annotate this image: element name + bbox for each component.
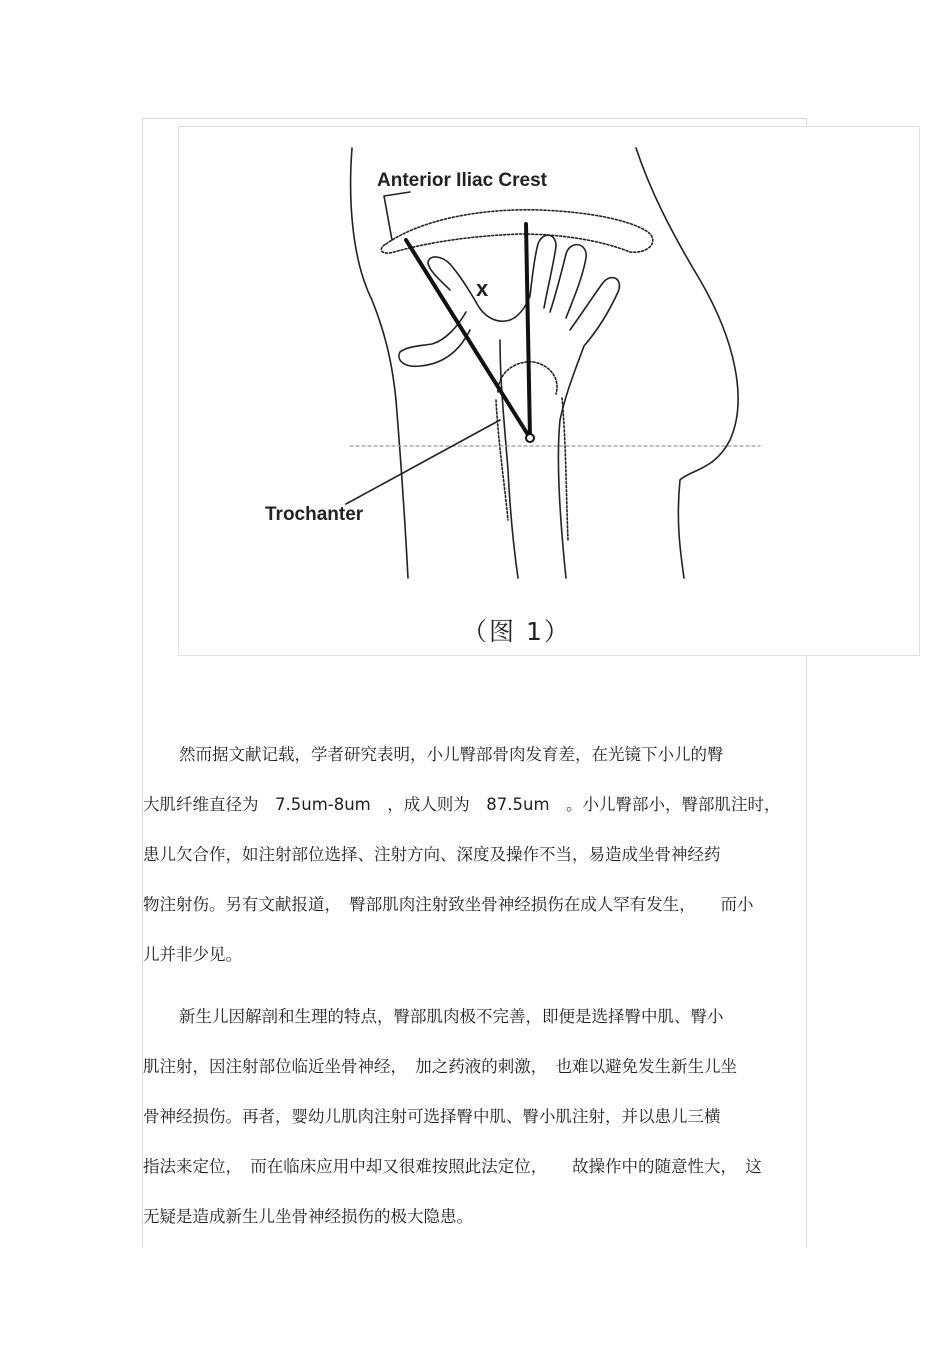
anatomy-illustration bbox=[0, 0, 950, 660]
index-finger bbox=[428, 257, 476, 302]
trochanter-leader-line bbox=[346, 420, 500, 504]
forearm-dotted bbox=[496, 400, 508, 520]
paragraph-2-line: 骨神经损伤。再者，婴幼儿肌肉注射可选择臀中肌、臀小肌注射，并以患儿三横 bbox=[143, 1107, 721, 1126]
label-injection-site-x: x bbox=[476, 276, 489, 301]
middle-finger bbox=[530, 235, 556, 308]
crest-leader-line bbox=[384, 192, 410, 240]
palm-right-edge bbox=[558, 346, 584, 578]
paragraph-2-line: 指法来定位， 而在临床应用中却又很难按照此法定位， 故操作中的随意性大， 这 bbox=[143, 1157, 762, 1176]
injection-point bbox=[526, 434, 534, 442]
forearm-dotted-right bbox=[562, 398, 568, 540]
iliac-crest bbox=[381, 210, 653, 253]
v-line-left bbox=[406, 240, 530, 438]
paragraph-2-line: 肌注射，因注射部位临近坐骨神经， 加之药液的刺激， 也难以避免发生新生儿坐 bbox=[143, 1057, 737, 1076]
body-outline-right bbox=[636, 148, 738, 578]
paragraph-1 bbox=[143, 730, 807, 980]
paragraph-1-line: 然而据文献记载，学者研究表明，小儿臀部骨肉发育差，在光镜下小儿的臀 bbox=[179, 745, 724, 764]
paragraph-2-line: 无疑是造成新生儿坐骨神经损伤的极大隐患。 bbox=[143, 1207, 473, 1226]
paragraph-1-line: 患儿欠合作，如注射部位选择、注射方向、深度及操作不当，易造成坐骨神经药 bbox=[143, 845, 721, 864]
v-line-right bbox=[526, 224, 530, 438]
ring-finger bbox=[550, 245, 586, 318]
paragraph-1-line: 儿并非少见。 bbox=[143, 945, 242, 964]
label-anterior-iliac-crest: Anterior Iliac Crest bbox=[377, 170, 547, 191]
paragraph-2-line: 新生儿因解剖和生理的特点，臀部肌肉极不完善，即便是选择臀中肌、臀小 bbox=[179, 1007, 724, 1026]
label-trochanter: Trochanter bbox=[265, 504, 364, 525]
paragraph-2 bbox=[143, 992, 807, 1242]
paragraph-1-line: 大肌纤维直径为 7.5um-8um ，成人则为 87.5um 。小儿臀部小，臀部肌注时， bbox=[143, 795, 781, 814]
figure-caption: （图 1） bbox=[462, 617, 571, 646]
paragraph-1-line: 物注射伤。另有文献报道， 臀部肌肉注射致坐骨神经损伤在成人罕有发生， 而小 bbox=[143, 895, 754, 914]
thumb bbox=[399, 312, 470, 366]
